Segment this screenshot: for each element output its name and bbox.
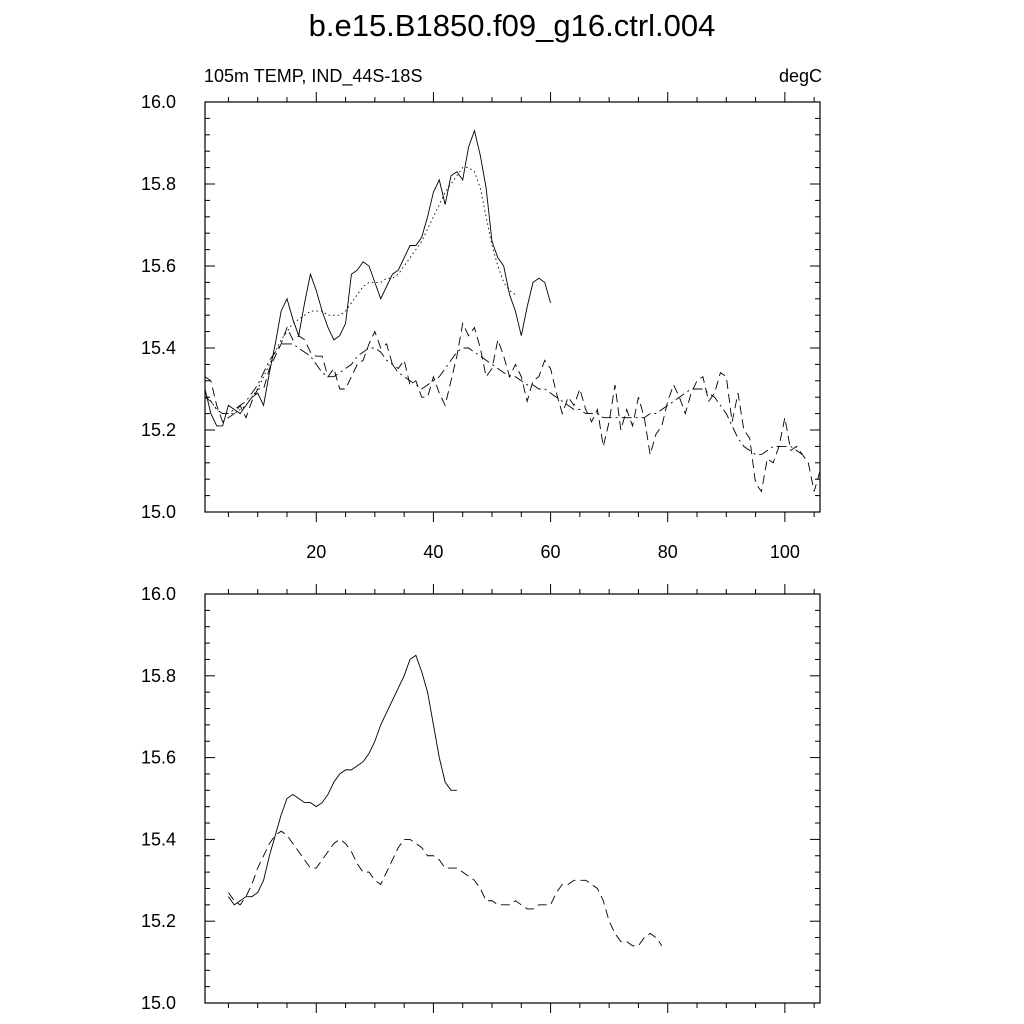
series-line-dash-dot [205,344,802,455]
y-tick-label: 15.2 [140,911,176,932]
bottom-panel [141,584,820,1013]
y-tick-label: 15.6 [140,256,176,276]
y-tick-label: 15.0 [140,993,176,1013]
y-tick-label: 15.8 [140,174,176,194]
plot-frame [205,594,820,1003]
x-tick-label: 20 [306,542,327,562]
y-tick-label: 15.8 [140,665,176,686]
y-tick-label: 15.6 [140,747,176,768]
y-tick-label: 16.0 [140,584,176,604]
y-tick-label: 15.4 [140,338,176,358]
x-tick-label: 60 [540,542,561,562]
top-panel [141,92,820,562]
y-tick-label: 15.4 [140,829,176,850]
series-line-dotted [205,168,515,414]
units-label: degC [778,66,822,86]
x-tick-label: 100 [769,542,800,562]
y-tick-label: 15.2 [140,420,176,440]
plot-frame [205,102,820,512]
variable-region-label: 105m TEMP, IND_44S-18S [204,66,423,86]
series-line-dashed [205,323,820,491]
chart-title: b.e15.B1850.f09_g16.ctrl.004 [308,8,716,43]
y-tick-label: 15.0 [140,502,176,522]
y-tick-label: 16.0 [140,92,176,112]
series-line-solid [228,655,456,904]
x-tick-label: 40 [423,542,444,562]
x-tick-label: 80 [657,542,678,562]
series-line-dashed [228,831,661,946]
series-line-solid [205,131,551,426]
